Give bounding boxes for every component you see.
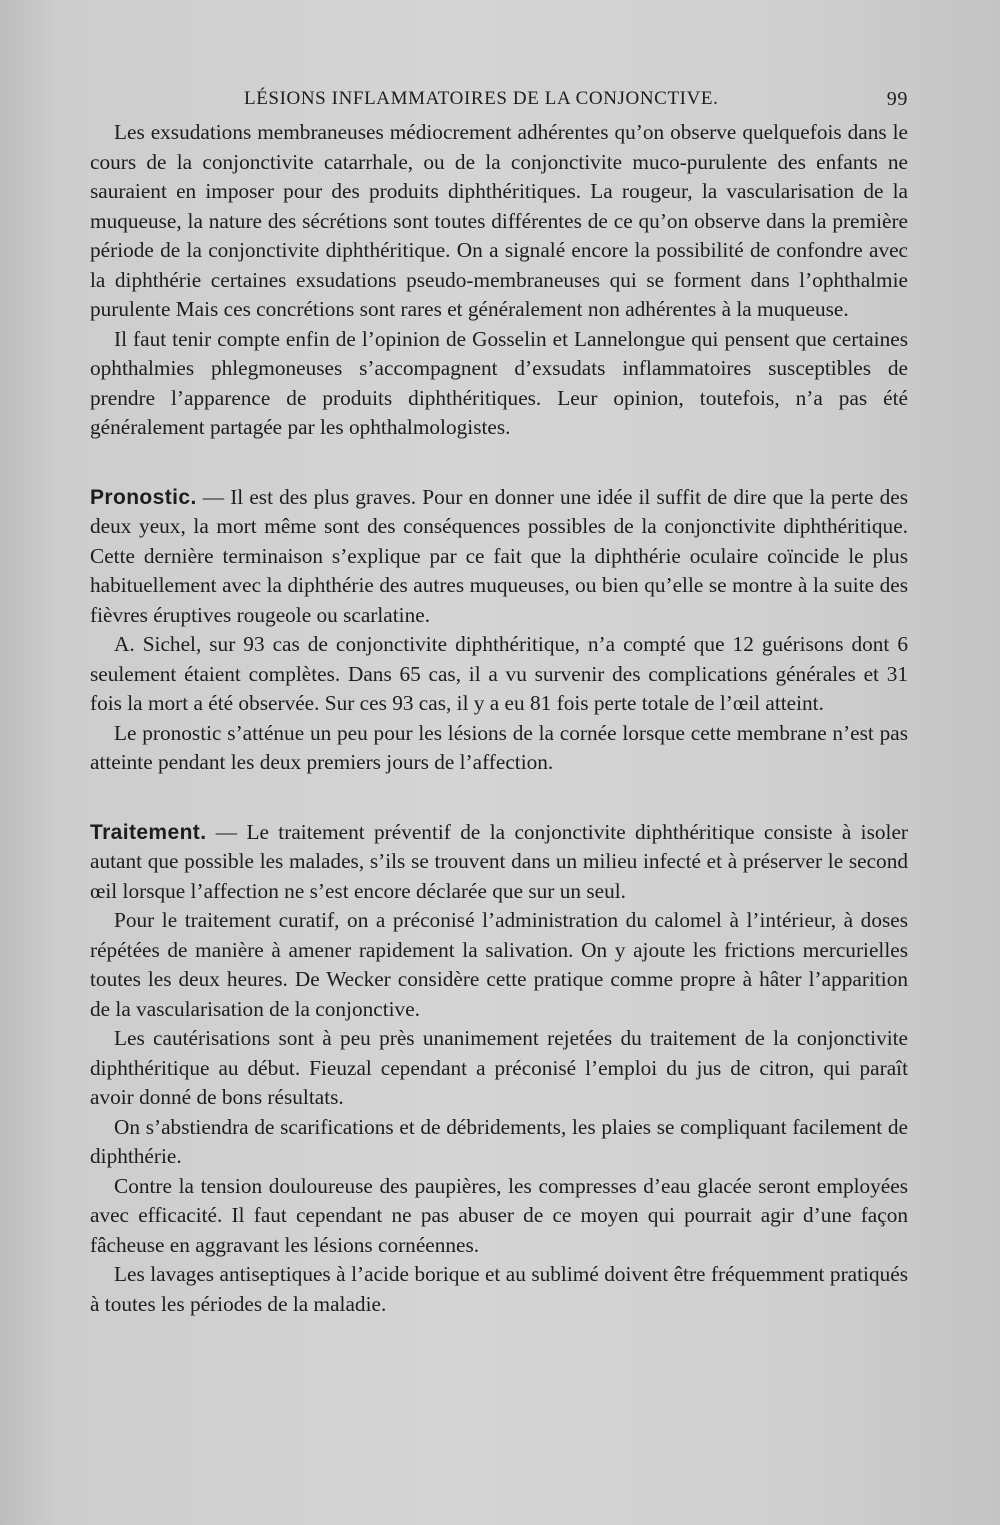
traitement-section — [90, 818, 908, 1320]
page-number: 99 — [886, 88, 908, 110]
intro-section — [90, 118, 908, 443]
running-title: LÉSIONS INFLAMMATOIRES DE LA CONJONCTIVE. — [244, 88, 719, 109]
paragraph: Les exsudations membraneuses médiocrement adhérentes qu’on observe quelquefois dans le cours de la conjonctivite catarrhale, ou de la conjonctivite muco-purulente des enfants ne sauraient en imposer pour des produits diphthéritiques. La rougeur, la vascularisation de la muqueuse, la nature des sécrétions sont toutes différentes de ce qu’on observe dans la première période de la conjonctivite diphthéritique. On a signalé encore la possibilité de confondre avec la diphthérie certaines exsudations pseudo-membraneuses qui se forment dans l’ophthalmie purulente Mais ces concrétions sont rares et généralement non adhérentes à la muqueuse. — [90, 120, 908, 321]
paragraph: Le pronostic s’atténue un peu pour les lésions de la cornée lorsque cette membrane n’est pas atteinte pendant les deux premiers jours de l’affection. — [90, 720, 908, 774]
paragraph: A. Sichel, sur 93 cas de conjonctivite diphthéritique, n’a compté que 12 guérisons dont 6 seulement étaient complètes. Dans 65 cas, il a vu survenir des complications générales et 31 fois la mort a été observée. Sur ces 93 cas, il y a eu 81 fois perte totale de l’œil atteint. — [90, 632, 908, 715]
running-header — [90, 88, 908, 118]
paragraph-text: — Le traitement préventif de la conjonctivite diphthéritique consiste à isoler autant que possible les malades, s’ils se trouvent dans un milieu infecté et à préserver le second œil lorsque l’affection ne s’est encore déclarée que sur un seul. — [90, 819, 908, 903]
paragraph: Contre la tension douloureuse des paupières, les compresses d’eau glacée seront employées avec efficacité. Il faut cependant ne pas abuser de ce moyen qui pourrait agir d’une façon fâcheuse en aggravant les lésions cornéennes. — [90, 1173, 908, 1257]
paragraph: Les lavages antiseptiques à l’acide borique et au sublimé doivent être fréquemment pratiqués à toutes les périodes de la maladie. — [90, 1262, 908, 1316]
paragraph: Pour le traitement curatif, on a préconisé l’administration du calomel à l’intérieur, à doses répétées de manière à amener rapidement la salivation. On y ajoute les frictions mercurielles toutes les deux heures. De Wecker considère cette pratique comme propre à hâter l’apparition de la vascularisation de la conjonctive. — [90, 908, 908, 1021]
section-heading-pronostic: Pronostic. — [90, 485, 197, 509]
paragraph — [90, 483, 908, 631]
pronostic-section — [90, 483, 908, 778]
paragraph — [90, 818, 908, 907]
section-heading-traitement: Traitement. — [90, 820, 207, 844]
paragraph: Il faut tenir compte enfin de l’opinion de Gosselin et Lannelongue qui pensent que certaines ophthalmies phlegmoneuses s’accompagnent d’exsudats inflammatoires susceptibles de prendre l’apparence de produits diphthéritiques. Leur opinion, toutefois, n’a pas été généralement partagée par les ophthalmologistes. — [90, 326, 908, 439]
paragraph: On s’abstiendra de scarifications et de débridements, les plaies se compliquant facilement de diphthérie. — [90, 1114, 908, 1168]
body-text — [90, 118, 908, 1319]
paragraph-text: — Il est des plus graves. Pour en donner une idée il suffit de dire que la perte des deux yeux, la mort même sont des conséquences possibles de la conjonctivite diphthéritique. Cette dernière terminaison s’explique par ce fait que la diphthérie oculaire coïncide le plus habituellement avec la diphthérie des autres muqueuses, ou bien qu’elle se montre à la suite des fièvres éruptives rougeole ou scarlatine. — [90, 484, 908, 627]
paragraph: Les cautérisations sont à peu près unanimement rejetées du traitement de la conjonctivite diphthéritique au début. Fieuzal cependant a préconisé l’emploi du jus de citron, qui paraît avoir donné de bons résultats. — [90, 1026, 908, 1109]
